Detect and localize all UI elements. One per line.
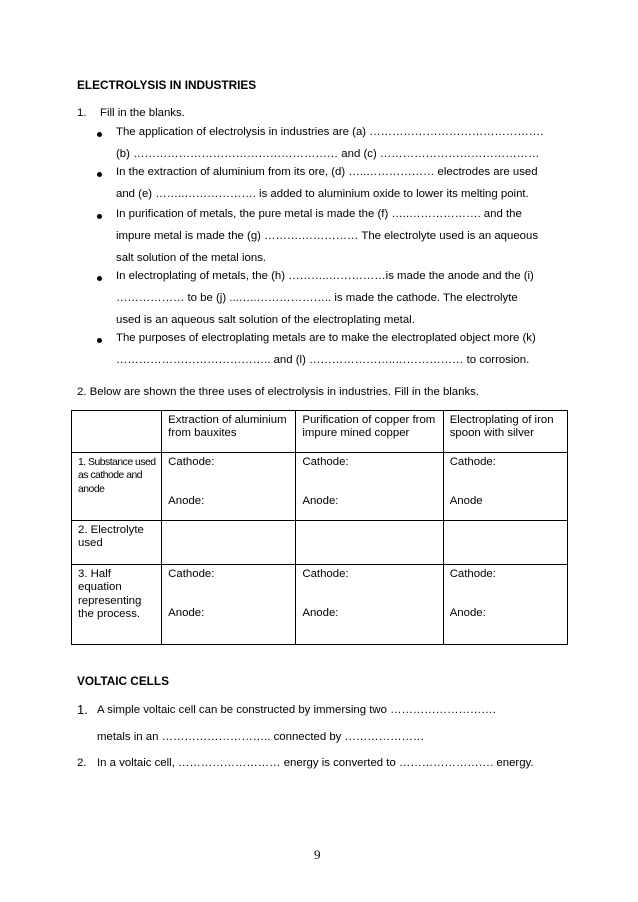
cathode-label: Cathode:: [449, 568, 496, 580]
section-title-voltaic-cells: VOLTAIC CELLS: [77, 674, 169, 688]
question-1-number: 1.: [77, 107, 87, 119]
table-cell[interactable]: [162, 521, 296, 565]
table-header-cell: Purification of copper from impure mined copper: [296, 411, 443, 453]
cathode-label: Cathode:: [449, 456, 496, 468]
cathode-label: Cathode:: [302, 456, 349, 468]
anode-label: Anode:: [449, 607, 486, 620]
table-row: [72, 521, 568, 565]
table-cell[interactable]: [162, 565, 296, 645]
row-label: 2. Electrolyte used: [72, 521, 162, 565]
bullet-dot: [97, 276, 102, 281]
bullet-line: used is an aqueous salt solution of the electroplating metal.: [116, 314, 415, 326]
voltaic-question-1-line1: A simple voltaic cell can be constructed by immersing two ……………………….: [97, 704, 496, 716]
row-label: 1. Substance used as cathode and anode: [72, 453, 162, 521]
bullet-line: The application of electrolysis in industries are (a) ……………………………………….: [116, 126, 544, 138]
cathode-label: Cathode:: [168, 568, 215, 580]
bullet-line: The purposes of electroplating metals are to make the electroplated object more (k): [116, 332, 536, 344]
bullet-line: In electroplating of metals, the (h) ………..……………is made the anode and the (i): [116, 270, 534, 282]
cathode-label: Cathode:: [168, 456, 215, 468]
voltaic-question-1-line2: metals in an ……………………….. connected by …………………: [97, 731, 425, 743]
question-1-text: Fill in the blanks.: [100, 107, 185, 119]
table-cell[interactable]: [296, 453, 443, 521]
bullet-line: and (e) ……..………………. is added to aluminium oxide to lower its melting point.: [116, 188, 529, 200]
table-cell[interactable]: [162, 453, 296, 521]
page-number: 9: [314, 847, 321, 862]
table-cell[interactable]: [296, 565, 443, 645]
table-row: [72, 565, 568, 645]
bullet-line: In the extraction of aluminium from its ore, (d) …..……………… electrodes are used: [116, 166, 538, 178]
table-header-cell: Electroplating of iron spoon with silver: [443, 411, 567, 453]
table-cell[interactable]: [443, 565, 567, 645]
bullet-dot: [97, 172, 102, 177]
bullet-line: In purification of metals, the pure metal is made the (f) …..………………. and the: [116, 208, 522, 220]
voltaic-question-1-number: 1.: [77, 702, 88, 717]
voltaic-question-2-number: 2.: [77, 757, 87, 769]
table-row: [72, 453, 568, 521]
row-label: 3. Half equation representing the process.: [72, 565, 162, 645]
bullet-line: (b) ……………………………………………… and (c) ……………………………………: [116, 148, 540, 160]
voltaic-question-2-text: In a voltaic cell, ……………………… energy is converted to ……………………. energy.: [97, 757, 534, 769]
bullet-line: impure metal is made the (g) ……….…………… The electrolyte used is an aqueous: [116, 230, 539, 242]
bullet-line: ………………………………….. and (l) …………………..……………… to corrosion.: [116, 354, 530, 366]
anode-label: Anode:: [302, 495, 339, 508]
bullet-line: salt solution of the metal ions.: [116, 252, 267, 264]
table-header-row: [72, 411, 568, 453]
bullet-dot: [97, 214, 102, 219]
bullet-dot: [97, 132, 102, 137]
anode-label: Anode:: [168, 607, 205, 620]
anode-label: Anode:: [168, 495, 205, 508]
anode-label: Anode: [449, 495, 483, 508]
anode-label: Anode:: [302, 607, 339, 620]
table-cell[interactable]: [443, 453, 567, 521]
section-title-electrolysis: ELECTROLYSIS IN INDUSTRIES: [77, 78, 257, 92]
electrolysis-uses-table: [71, 410, 568, 645]
table-header-cell: [72, 411, 162, 453]
cathode-label: Cathode:: [302, 568, 349, 580]
bullet-dot: [97, 338, 102, 343]
table-cell[interactable]: [296, 521, 443, 565]
question-2-text: 2. Below are shown the three uses of electrolysis in industries. Fill in the blanks.: [77, 386, 480, 398]
table-cell[interactable]: [443, 521, 567, 565]
table-header-cell: Extraction of aluminium from bauxites: [162, 411, 296, 453]
bullet-line: ……………… to be (j) ...…..……………….. is made the cathode. The electrolyte: [116, 292, 518, 304]
